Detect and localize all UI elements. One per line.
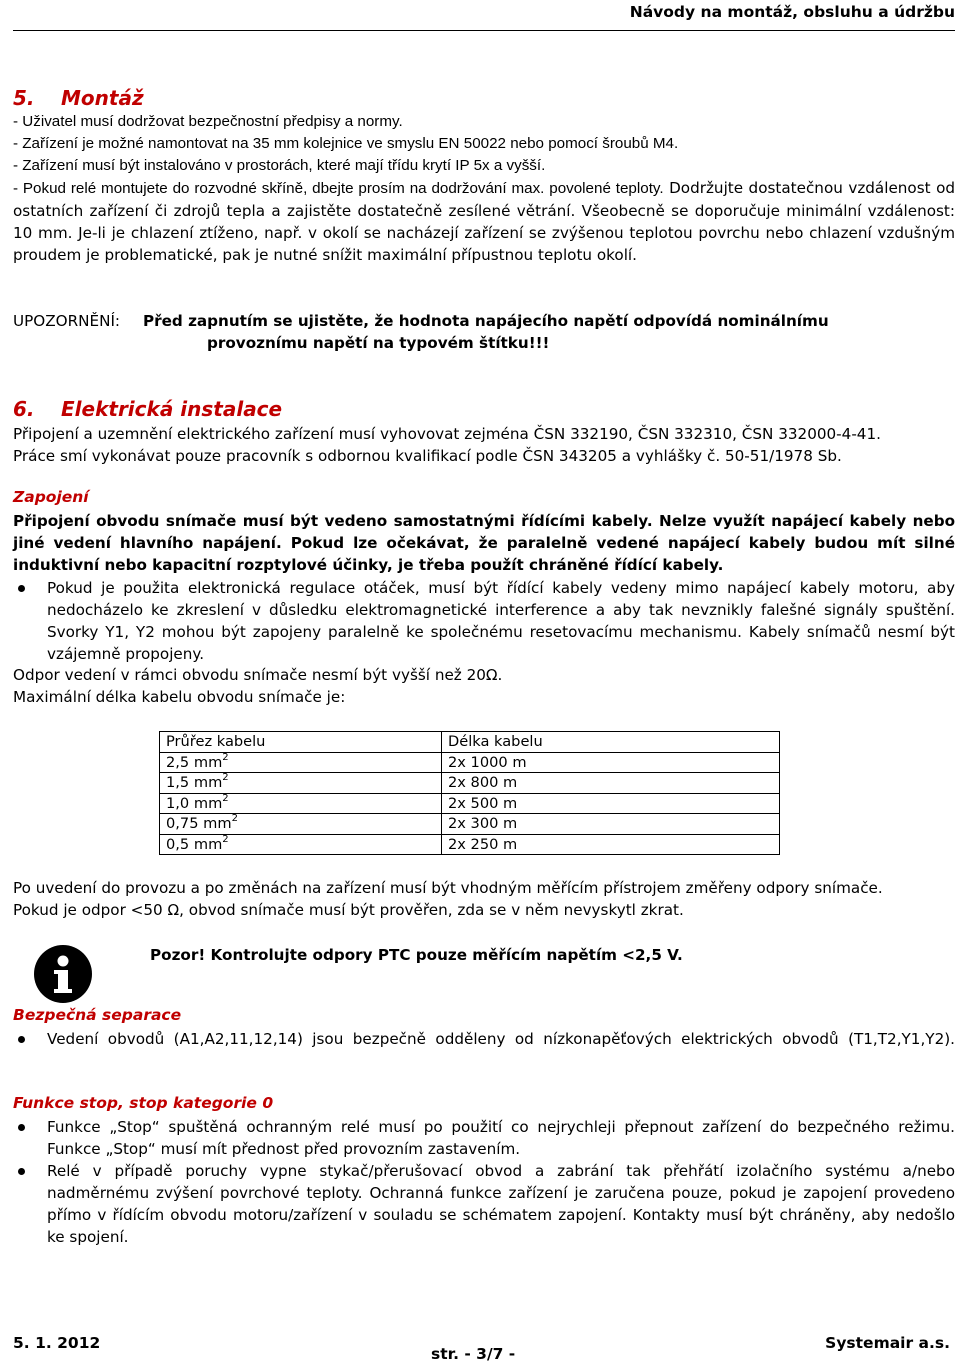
bullet-icon <box>18 1168 25 1175</box>
info-text: Pozor! Kontrolujte odpory PTC pouze měřícím napětím <2,5 V. <box>150 946 683 964</box>
section-5-lines <box>13 111 955 177</box>
zapojeni-heading: Zapojení <box>13 488 89 506</box>
warning-block <box>13 310 955 354</box>
footer-company: Systemair a.s. <box>825 1334 950 1352</box>
footer-page-number: str. - 3/7 - <box>431 1345 516 1363</box>
section-5-heading <box>13 86 955 110</box>
length-value: 2x 1000 m <box>442 752 780 773</box>
info-icon <box>33 944 93 1004</box>
list-item: Relé v případě poruchy vypne stykač/přerušovací obvod a zabrání tak přehřátí izolačního systému a/nebo nadměrnému zvýšení povrchové teploty. Ochranná funkce zařízení je zaručena pouze, pokud je zapojení provedeno přímo v řídícím obvodu motoru/zařízení v souladu se schématem zapojení. Kontakty musí být chráněny, aby nedošlo ke spojení. <box>13 1160 955 1248</box>
after-table-line-2: Pokud je odpor <50 Ω, obvod snímače musí být prověřen, zda se v něm nevyskytl zkrat. <box>13 901 684 919</box>
resistance-line: Odpor vedení v rámci obvodu snímače nesmí být vyšší než 20Ω. <box>13 666 503 684</box>
warning-line-1: Před zapnutím se ujistěte, že hodnota napájecího napětí odpovídá nominálnímu <box>143 312 829 330</box>
list-item: Funkce „Stop“ spuštěná ochranným relé musí po použití co nejrychleji přepnout zařízení do bezpečného režimu. Funkce „Stop“ musí mít přednost před provozním zastavením. <box>13 1116 955 1160</box>
length-value: 2x 250 m <box>442 834 780 855</box>
zapojeni-resistance <box>13 664 955 708</box>
unit-exponent: 2 <box>231 813 238 825</box>
unit-exponent: 2 <box>222 833 229 845</box>
table-row <box>160 793 780 814</box>
montaz-line-1: - Uživatel musí dodržovat bezpečnostní předpisy a normy. <box>13 113 403 130</box>
table-row <box>160 773 780 794</box>
bullet-icon <box>18 1036 25 1043</box>
header-title: Návody na montáž, obsluhu a údržbu <box>629 3 955 21</box>
section-6-title: Elektrická instalace <box>61 397 283 421</box>
section-6-number: 6. <box>13 397 35 421</box>
installation-intro-line-1: Připojení a uzemnění elektrického zařízení musí vyhovovat zejména ČSN 332190, ČSN 332310, ČSN 332000-4-41. <box>13 425 881 443</box>
table-row <box>160 834 780 855</box>
bullet-icon <box>18 1124 25 1131</box>
montaz-line-2: - Zařízení je možné namontovat na 35 mm kolejnice ve smyslu EN 50022 nebo pomocí šroubů M4. <box>13 135 679 152</box>
list-item: Pokud je použita elektronická regulace otáček, musí být řídící kabely vedeny mimo napájecí kabely motoru, aby nedocházelo ke zkreslení v důsledku elektromagnetické interference a aby tak nevznikly falešné signály spuštění. Svorky Y1, Y2 mohou být zapojeny paralelně ke společnému resetovacímu mechanismu. Kabely snímačů nesmí být vzájemně propojeny. <box>13 577 955 665</box>
cross-section-value: 2,5 mm <box>166 753 223 771</box>
after-table-line-1: Po uvedení do provozu a po změnách na zařízení musí být vhodným měřícím přístrojem změřeny odpory snímače. <box>13 879 883 897</box>
zapojeni-bold-paragraph: Připojení obvodu snímače musí být vedeno samostatnými řídícími kabely. Nelze využít napájecí kabely nebo jiné vedení hlavního napájení. Pokud lze očekávat, že paralelně vedené napájecí kabely budou mít silné induktivní nebo kapacitní rozptylové účinky, je třeba použít chráněné řídící kabely. <box>13 512 955 574</box>
stop-heading: Funkce stop, stop kategorie 0 <box>13 1094 274 1112</box>
montaz-temperature-rest: Dodržujte dostatečnou vzdálenost od ostatních zařízení či zdrojů tepla a zajistěte dostatečně zesílené větrání. Všeobecně se doporučuje minimální vzdálenost: 10 mm. Je-li je chlazení ztíženo, např. v okolí se nacházejí zařízení se zvýšenou teplotou povrchu nebo chlazení vzdušným proudem je problematické, pak je nutné snížit maximální přípustnou teplotu okolí. <box>13 179 955 264</box>
stop-bullet-list <box>13 1116 955 1248</box>
unit-exponent: 2 <box>222 751 229 763</box>
section-5-title: Montáž <box>61 86 144 110</box>
montaz-temperature-lead: - Pokud relé montujete do rozvodné skříně, dbejte prosím na dodržování max. povolené teploty. <box>13 180 664 197</box>
table-row <box>160 752 780 773</box>
list-item: Vedení obvodů (A1,A2,11,12,14) jsou bezpečně odděleny od nízkonapěťových elektrických obvodů (T1,T2,Y1,Y2). <box>13 1028 955 1050</box>
separation-heading: Bezpečná separace <box>13 1006 182 1024</box>
unit-exponent: 2 <box>222 792 229 804</box>
cable-length-intro: Maximální délka kabelu obvodu snímače je: <box>13 688 346 706</box>
cable-length-table <box>159 731 780 855</box>
warning-label: UPOZORNĚNÍ: <box>13 312 121 330</box>
installation-intro-line-2: Práce smí vykonávat pouze pracovník s odbornou kvalifikací podle ČSN 343205 a vyhlášky č. 50-51/1978 Sb. <box>13 447 842 465</box>
column-header-length: Délka kabelu <box>442 732 780 753</box>
montaz-line-3: - Zařízení musí být instalováno v prostorách, které mají třídu krytí IP 5x a vyšší. <box>13 157 546 174</box>
table-header-row <box>160 732 780 753</box>
zapojeni-bullet-list <box>13 577 955 665</box>
after-table-paragraph <box>13 877 955 921</box>
section-6-heading <box>13 397 955 421</box>
column-header-cross-section: Průřez kabelu <box>160 732 442 753</box>
unit-exponent: 2 <box>222 772 229 784</box>
footer-date: 5. 1. 2012 <box>13 1334 101 1352</box>
length-value: 2x 300 m <box>442 814 780 835</box>
montaz-temperature-paragraph <box>13 177 955 266</box>
table-row <box>160 814 780 835</box>
cross-section-value: 0,5 mm <box>166 835 223 853</box>
page-header <box>13 0 955 31</box>
cross-section-value: 1,5 mm <box>166 774 223 792</box>
separation-bullet-list <box>13 1028 955 1050</box>
cross-section-value: 1,0 mm <box>166 794 223 812</box>
warning-line-2: provoznímu napětí na typovém štítku!!! <box>207 334 550 352</box>
length-value: 2x 800 m <box>442 773 780 794</box>
section-5-number: 5. <box>13 86 35 110</box>
document-page <box>13 0 955 1365</box>
length-value: 2x 500 m <box>442 793 780 814</box>
cross-section-value: 0,75 mm <box>166 815 232 833</box>
bullet-icon <box>18 585 25 592</box>
installation-intro <box>13 423 955 467</box>
